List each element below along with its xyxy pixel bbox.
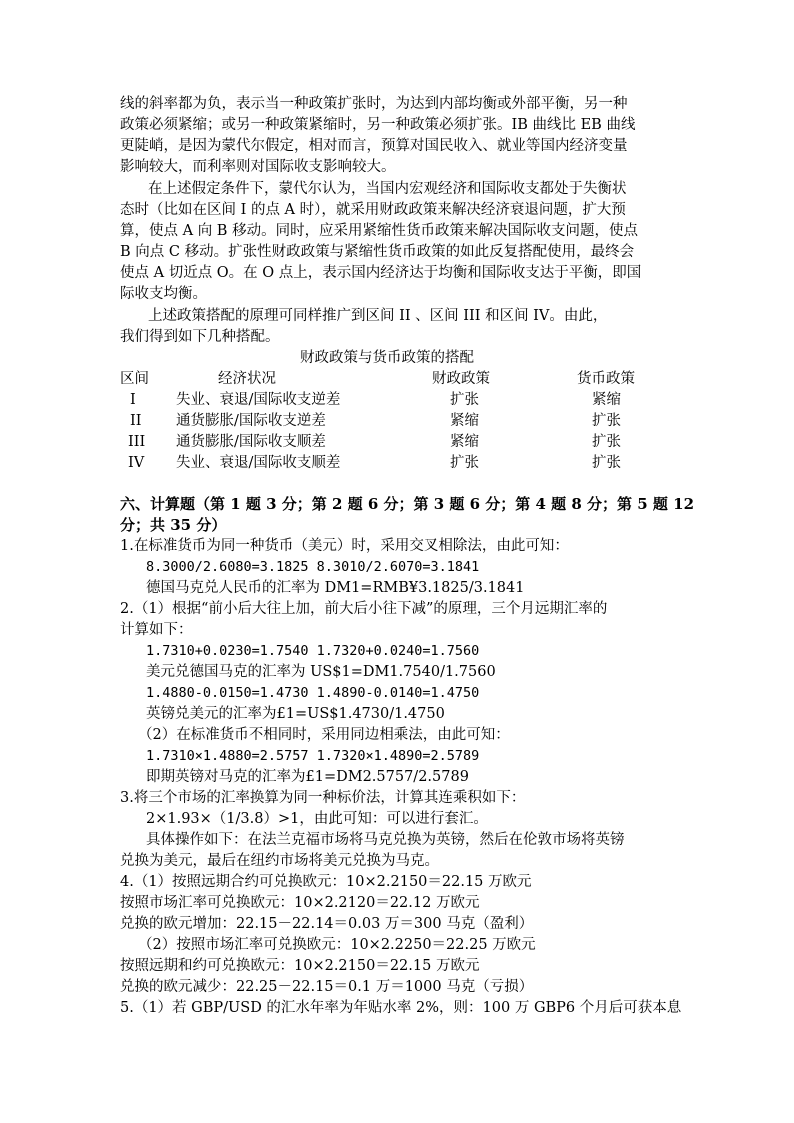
calculation-line: 8.3000/2.6080=3.1825 8.3010/2.6070=3.1841 bbox=[146, 559, 480, 575]
question-2-line: 计算如下： bbox=[120, 622, 193, 638]
table-header-monetary: 货币政策 bbox=[577, 371, 635, 387]
table-cell-fiscal: 紧缩 bbox=[450, 413, 479, 429]
paragraph-line: 线的斜率都为负，表示当一种政策扩张时，为达到内部均衡或外部平衡，另一种 bbox=[120, 96, 628, 112]
table-cell-region: III bbox=[128, 434, 146, 450]
table-cell-monetary: 扩张 bbox=[592, 455, 621, 471]
calculation-line: 2×1.93×（1/3.8）>1，由此可知：可以进行套汇。 bbox=[146, 811, 488, 827]
paragraph-line: 使点 A 切近点 O。在 O 点上，表示国内经济达于均衡和国际收支达于平衡，即国 bbox=[120, 265, 642, 281]
table-cell-fiscal: 紧缩 bbox=[450, 434, 479, 450]
table-header-region: 区间 bbox=[120, 371, 149, 387]
question-3-line: 具体操作如下：在法兰克福市场将马克兑换为英镑，然后在伦敦市场将英镑 bbox=[146, 832, 625, 848]
paragraph-line: 更陡峭，是因为蒙代尔假定，相对而言，预算对国民收入、就业等国内经济变量 bbox=[120, 138, 628, 154]
paragraph-line: 算，使点 A 向 B 移动。同时，应采用紧缩性货币政策来解决国际收支问题，使点 bbox=[120, 223, 639, 239]
result-line: 德国马克兑人民币的汇率为 DM1=RMB¥3.1825/3.1841 bbox=[146, 580, 525, 596]
table-cell-economy: 失业、衰退/国际收支顺差 bbox=[176, 455, 341, 471]
question-4-line: 兑换的欧元增加：22.15－22.14＝0.03 万＝300 马克（盈利） bbox=[120, 916, 534, 932]
table-cell-region: IV bbox=[128, 455, 145, 471]
paragraph-line: 我们得到如下几种搭配。 bbox=[120, 329, 280, 345]
result-line: 美元兑德国马克的汇率为 US$1=DM1.7540/1.7560 bbox=[146, 664, 496, 680]
table-cell-economy: 通货膨胀/国际收支逆差 bbox=[176, 413, 326, 429]
paragraph-line: 态时（比如在区间 I 的点 A 时），就采用财政政策来解决经济衰退问题，扩大预 bbox=[120, 202, 626, 218]
table-cell-fiscal: 扩张 bbox=[450, 392, 479, 408]
paragraph-line: 际收支均衡。 bbox=[120, 286, 207, 302]
question-4-line: 兑换的欧元减少：22.25－22.15＝0.1 万＝1000 马克（亏损） bbox=[120, 979, 534, 995]
calculation-line: 1.7310+0.0230=1.7540 1.7320+0.0240=1.7560 bbox=[146, 643, 480, 659]
question-4-line: 按照市场汇率可兑换欧元：10×2.2120＝22.12 万欧元 bbox=[120, 895, 480, 911]
question-3-line: 3.将三个市场的汇率换算为同一种标价法，计算其连乘积如下： bbox=[120, 790, 526, 806]
table-cell-fiscal: 扩张 bbox=[450, 455, 479, 471]
table-title: 财政政策与货币政策的搭配 bbox=[300, 350, 474, 366]
table-cell-economy: 失业、衰退/国际收支逆差 bbox=[176, 392, 341, 408]
result-line: 英镑兑美元的汇率为£1=US$1.4730/1.4750 bbox=[146, 706, 445, 722]
result-line: 即期英镑对马克的汇率为£1=DM2.5757/2.5789 bbox=[146, 769, 469, 785]
paragraph-line: 政策必须紧缩；或另一种政策紧缩时，另一种政策必须扩张。IB 曲线比 EB 曲线 bbox=[120, 117, 636, 133]
table-cell-monetary: 扩张 bbox=[592, 413, 621, 429]
question-2-line: 2.（1）根据“前小后大往上加，前大后小往下减”的原理，三个月远期汇率的 bbox=[120, 601, 608, 617]
question-1-line: 1.在标准货币为同一种货币（美元）时，采用交叉相除法，由此可知： bbox=[120, 538, 569, 554]
table-cell-monetary: 紧缩 bbox=[592, 392, 621, 408]
calculation-line: 1.7310×1.4880=2.5757 1.7320×1.4890=2.5789 bbox=[146, 748, 480, 764]
paragraph-line: 影响较大，而利率则对国际收支影响较大。 bbox=[120, 159, 396, 175]
paragraph-line: 上述政策搭配的原理可同样推广到区间 II 、区间 III 和区间 IV。由此， bbox=[148, 308, 608, 324]
calculation-line: 1.4880-0.0150=1.4730 1.4890-0.0140=1.4750 bbox=[146, 685, 480, 701]
table-cell-region: I bbox=[130, 392, 136, 408]
section-heading: 六、计算题（第 1 题 3 分；第 2 题 6 分；第 3 题 6 分；第 4 题 8 分；第 5 题 12 bbox=[120, 495, 695, 513]
question-4-line: 按照远期和约可兑换欧元：10×2.2150＝22.15 万欧元 bbox=[120, 958, 480, 974]
question-4-line: （2）按照市场汇率可兑换欧元：10×2.2250＝22.25 万欧元 bbox=[138, 937, 536, 953]
table-header-fiscal: 财政政策 bbox=[432, 371, 490, 387]
table-cell-region: II bbox=[130, 413, 142, 429]
section-heading: 分；共 35 分） bbox=[120, 516, 227, 534]
question-2-line: （2）在标准货币不相同时，采用同边相乘法，由此可知： bbox=[138, 727, 510, 743]
table-cell-economy: 通货膨胀/国际收支顺差 bbox=[176, 434, 326, 450]
paragraph-line: 在上述假定条件下，蒙代尔认为，当国内宏观经济和国际收支都处于失衡状 bbox=[148, 181, 627, 197]
question-5-line: 5.（1）若 GBP/USD 的汇水年率为年贴水率 2%，则：100 万 GBP6 个月后可获本息 bbox=[120, 1000, 682, 1016]
table-header-economy: 经济状况 bbox=[218, 371, 276, 387]
question-4-line: 4.（1）按照远期合约可兑换欧元：10×2.2150＝22.15 万欧元 bbox=[120, 874, 532, 890]
table-cell-monetary: 扩张 bbox=[592, 434, 621, 450]
paragraph-line: B 向点 C 移动。扩张性财政政策与紧缩性货币政策的如此反复搭配使用，最终会 bbox=[120, 244, 635, 260]
question-3-line: 兑换为美元，最后在纽约市场将美元兑换为马克。 bbox=[120, 853, 439, 869]
